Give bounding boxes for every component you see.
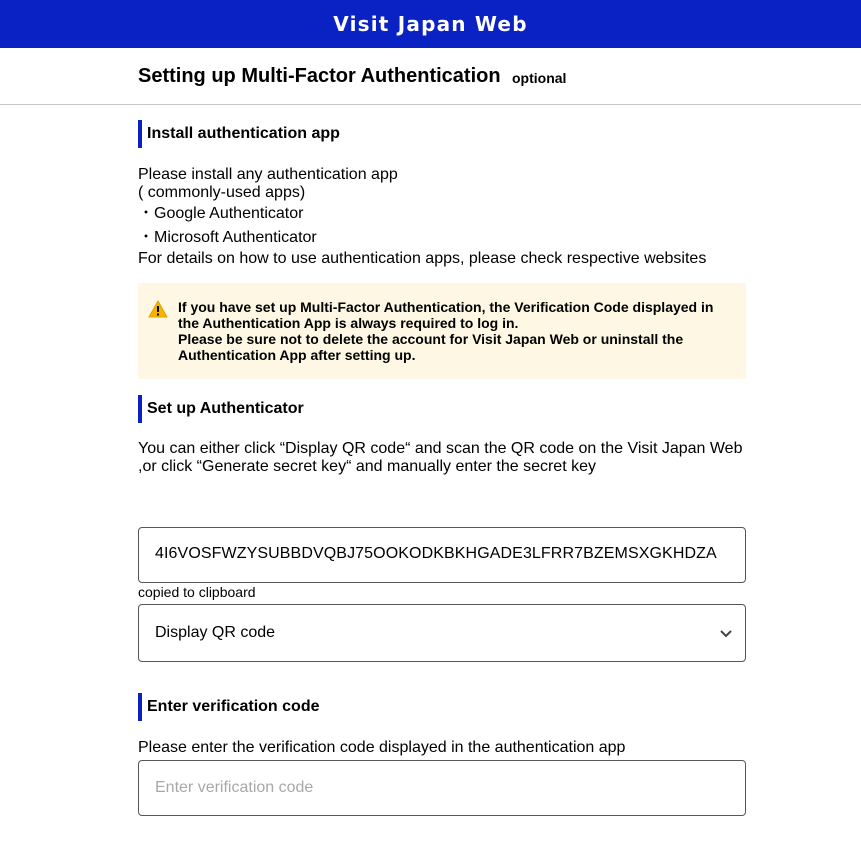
verification-instruction: Please enter the verification code displayed in the authentication app (138, 739, 626, 756)
warning-notice (138, 283, 746, 379)
warning-icon (148, 300, 168, 318)
notice-line: Authentication App after setting up. (178, 347, 416, 363)
verification-code-input[interactable] (138, 760, 746, 816)
install-details: For details on how to use authentication apps, please check respective websites (138, 250, 707, 267)
site-title: Visit Japan Web (333, 12, 528, 36)
setup-authenticator-heading: Set up Authenticator (138, 395, 304, 423)
select-value: Display QR code (155, 624, 276, 641)
install-instruction: Please install any authentication app (138, 166, 398, 183)
notice-line: the Authentication App is always required to log in. (178, 315, 519, 331)
page-header (0, 48, 861, 105)
display-qr-select[interactable] (138, 604, 746, 662)
common-apps-label: ( commonly-used apps) (138, 184, 306, 201)
list-item: ・Google Authenticator (138, 205, 304, 222)
notice-text (178, 299, 728, 363)
install-app-heading: Install authentication app (138, 120, 340, 148)
copied-status: copied to clipboard (138, 584, 256, 600)
setup-instruction-line2: ,or click “Generate secret key“ and manually enter the secret key (138, 458, 596, 475)
app-name: Google Authenticator (154, 205, 304, 222)
optional-tag: optional (512, 70, 567, 86)
site-header (0, 0, 861, 48)
secret-key-field[interactable] (138, 527, 746, 583)
page-title: Setting up Multi-Factor Authentication (138, 65, 501, 87)
notice-line: If you have set up Multi-Factor Authentication, the Verification Code displayed in (178, 299, 714, 315)
app-name: Microsoft Authenticator (154, 229, 317, 246)
verification-code-heading: Enter verification code (138, 693, 320, 721)
setup-instruction-line1: You can either click “Display QR code“ and scan the QR code on the Visit Japan Web (138, 440, 743, 457)
notice-line: Please be sure not to delete the account for Visit Japan Web or uninstall the (178, 331, 684, 347)
chevron-down-icon (719, 629, 733, 639)
secret-key-value: 4I6VOSFWZYSUBBDVQBJ75OOKODKBKHGADE3LFRR7BZEMSXGKHDZA (155, 545, 717, 562)
list-item: ・Microsoft Authenticator (138, 229, 317, 246)
